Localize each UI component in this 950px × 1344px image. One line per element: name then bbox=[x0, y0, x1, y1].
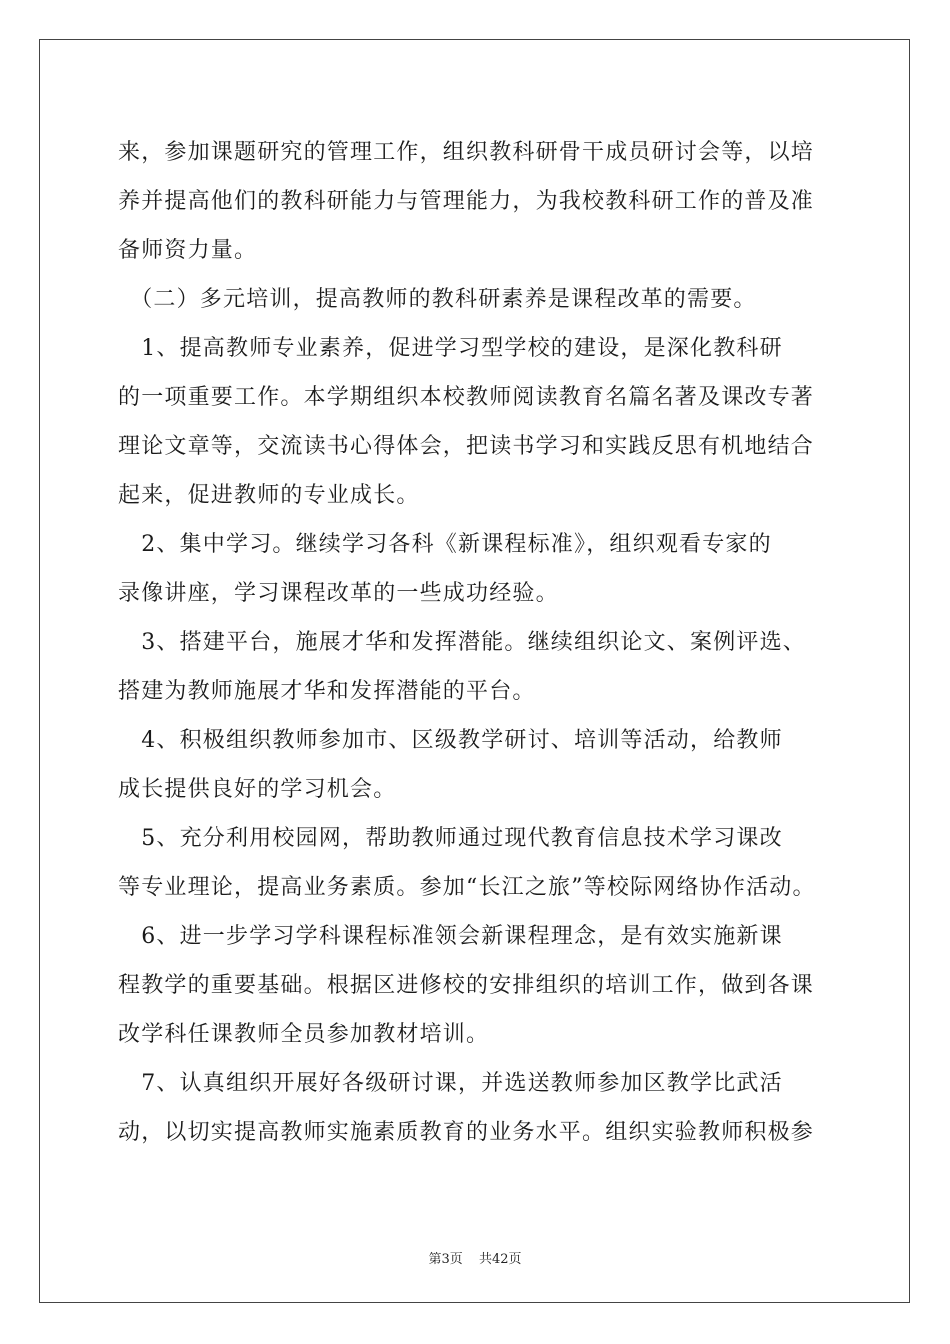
text-line: 7、认真组织开展好各级研讨课，并选送教师参加区教学比武活 bbox=[118, 1071, 783, 1096]
text-line: 的一项重要工作。本学期组织本校教师阅读教育名篇名著及课改专著 bbox=[118, 385, 815, 410]
text-line: 起来，促进教师的专业成长。 bbox=[118, 483, 420, 508]
text-line: 养并提高他们的教科研能力与管理能力，为我校教科研工作的普及准 bbox=[118, 189, 815, 214]
page-number: 第3页 bbox=[428, 1252, 463, 1267]
text-line: 录像讲座，学习课程改革的一些成功经验。 bbox=[118, 581, 559, 606]
section-heading: （二）多元培训，提高教师的教科研素养是课程改革的需要。 bbox=[118, 287, 757, 312]
text-line: 3、搭建平台，施展才华和发挥潜能。继续组织论文、案例评选、 bbox=[118, 630, 806, 655]
text-line: 4、积极组织教师参加市、区级教学研讨、培训等活动，给教师 bbox=[118, 728, 783, 753]
text-line: 等专业理论，提高业务素质。参加“长江之旅”等校际网络协作活动。 bbox=[118, 875, 816, 900]
document-body bbox=[118, 128, 838, 1157]
text-line: 成长提供良好的学习机会。 bbox=[118, 777, 397, 802]
text-line: 动，以切实提高教师实施素质教育的业务水平。组织实验教师积极参 bbox=[118, 1120, 815, 1145]
text-line: 理论文章等，交流读书心得体会，把读书学习和实践反思有机地结合 bbox=[118, 434, 815, 459]
text-line: 来，参加课题研究的管理工作，组织教科研骨干成员研讨会等，以培 bbox=[118, 140, 815, 165]
text-line: 程教学的重要基础。根据区进修校的安排组织的培训工作，做到各课 bbox=[118, 973, 815, 998]
text-line: 搭建为教师施展才华和发挥潜能的平台。 bbox=[118, 679, 536, 704]
text-line: 5、充分利用校园网，帮助教师通过现代教育信息技术学习课改 bbox=[118, 826, 783, 851]
page-footer bbox=[0, 1248, 950, 1267]
text-line: 2、集中学习。继续学习各科《新课程标准》，组织观看专家的 bbox=[118, 532, 772, 557]
page-total: 共42页 bbox=[478, 1252, 522, 1267]
text-line: 6、进一步学习学科课程标准领会新课程理念，是有效实施新课 bbox=[118, 924, 783, 949]
text-line: 改学科任课教师全员参加教材培训。 bbox=[118, 1022, 490, 1047]
text-line: 备师资力量。 bbox=[118, 238, 258, 263]
text-line: 1、提高教师专业素养，促进学习型学校的建设，是深化教科研 bbox=[118, 336, 783, 361]
